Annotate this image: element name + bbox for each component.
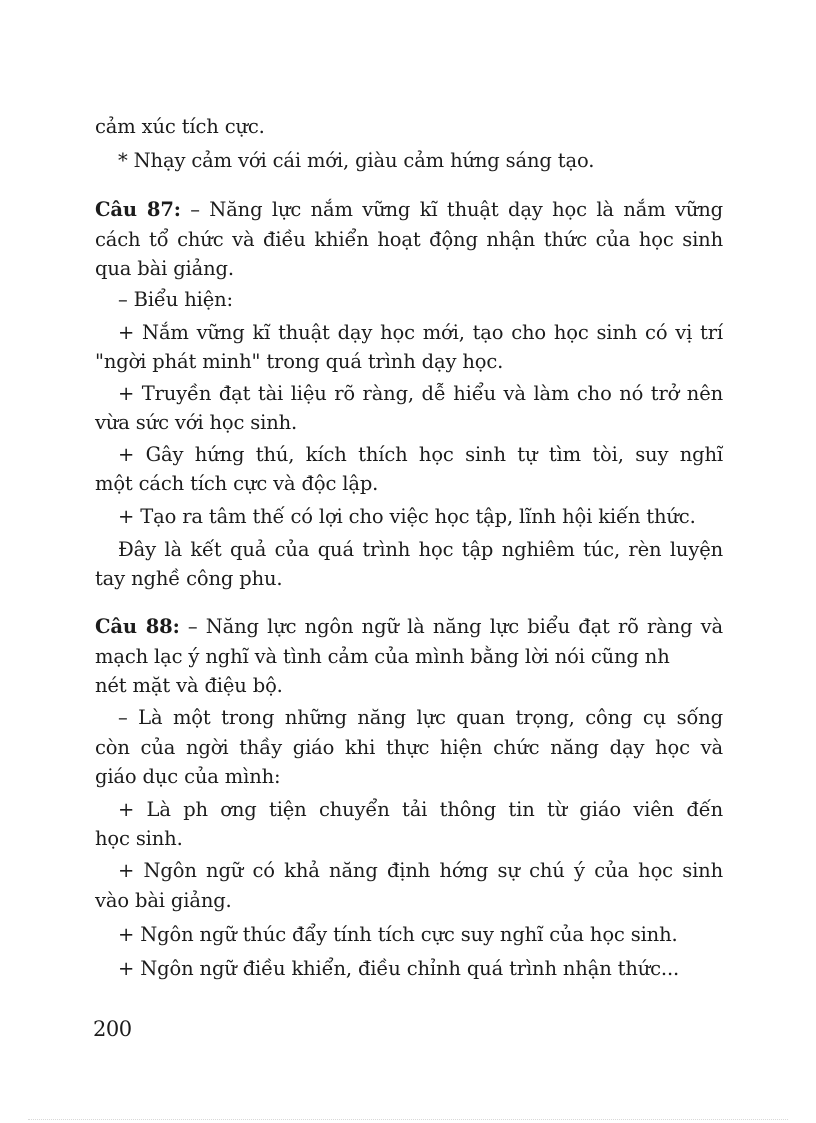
text-line: qua bài giảng. xyxy=(95,257,234,280)
page-number: 200 xyxy=(93,1017,132,1041)
text-line: cảm xúc tích cực. xyxy=(95,115,265,138)
text-line: một cách tích cực và độc lập. xyxy=(95,472,379,495)
text-line: vừa sức với học sinh. xyxy=(95,411,298,434)
question-88-first-line xyxy=(95,614,723,640)
text-line: tay nghề công phu. xyxy=(95,567,283,590)
text-line: mạch lạc ý nghĩ và tình cảm của mình bằng lời nói cũng nh xyxy=(95,645,670,668)
text-line: – Năng lực nắm vững kĩ thuật dạy học là nắm vững xyxy=(180,198,724,221)
text-line: + Ngôn ngữ có khả năng định hớng sự chú ý của học sinh xyxy=(118,859,723,882)
text-line: cách tổ chức và điều khiển hoạt động nhận thức của học sinh xyxy=(95,228,723,251)
text-line: + Ngôn ngữ điều khiển, điều chỉnh quá trình nhận thức... xyxy=(118,957,680,980)
question-87-first-line xyxy=(95,197,723,223)
text-line: nét mặt và điệu bộ. xyxy=(95,674,283,697)
bottom-dotted-rule xyxy=(28,1119,788,1120)
text-line: còn của ngời thầy giáo khi thực hiện chức năng dạy học và xyxy=(95,736,723,759)
text-line: – Năng lực ngôn ngữ là năng lực biểu đạt rõ ràng và xyxy=(179,615,724,638)
text-line: vào bài giảng. xyxy=(95,889,232,912)
question-88-label: Câu 88: xyxy=(95,615,180,638)
text-line: + Gây hứng thú, kích thích học sinh tự tìm tòi, suy nghĩ xyxy=(118,443,723,466)
text-line: Đây là kết quả của quá trình học tập nghiêm túc, rèn luyện xyxy=(118,538,723,561)
text-line: giáo dục của mình: xyxy=(95,765,281,788)
text-line: – Biểu hiện: xyxy=(118,288,233,311)
text-line: học sinh. xyxy=(95,827,183,850)
text-line: * Nhạy cảm với cái mới, giàu cảm hứng sáng tạo. xyxy=(118,149,595,172)
text-line: + Là ph ơng tiện chuyển tải thông tin từ giáo viên đến xyxy=(118,798,723,821)
text-line: + Nắm vững kĩ thuật dạy học mới, tạo cho học sinh có vị trí xyxy=(118,321,723,344)
text-line: "ngời phát minh" trong quá trình dạy học. xyxy=(95,350,504,373)
question-87-label: Câu 87: xyxy=(95,198,181,221)
text-line: – Là một trong những năng lực quan trọng, công cụ sống xyxy=(118,706,723,729)
text-line: + Ngôn ngữ thúc đẩy tính tích cực suy nghĩ của học sinh. xyxy=(118,923,678,946)
text-line: + Tạo ra tâm thế có lợi cho việc học tập, lĩnh hội kiến thức. xyxy=(118,505,696,528)
text-line: + Truyền đạt tài liệu rõ ràng, dễ hiểu và làm cho nó trở nên xyxy=(118,382,723,405)
